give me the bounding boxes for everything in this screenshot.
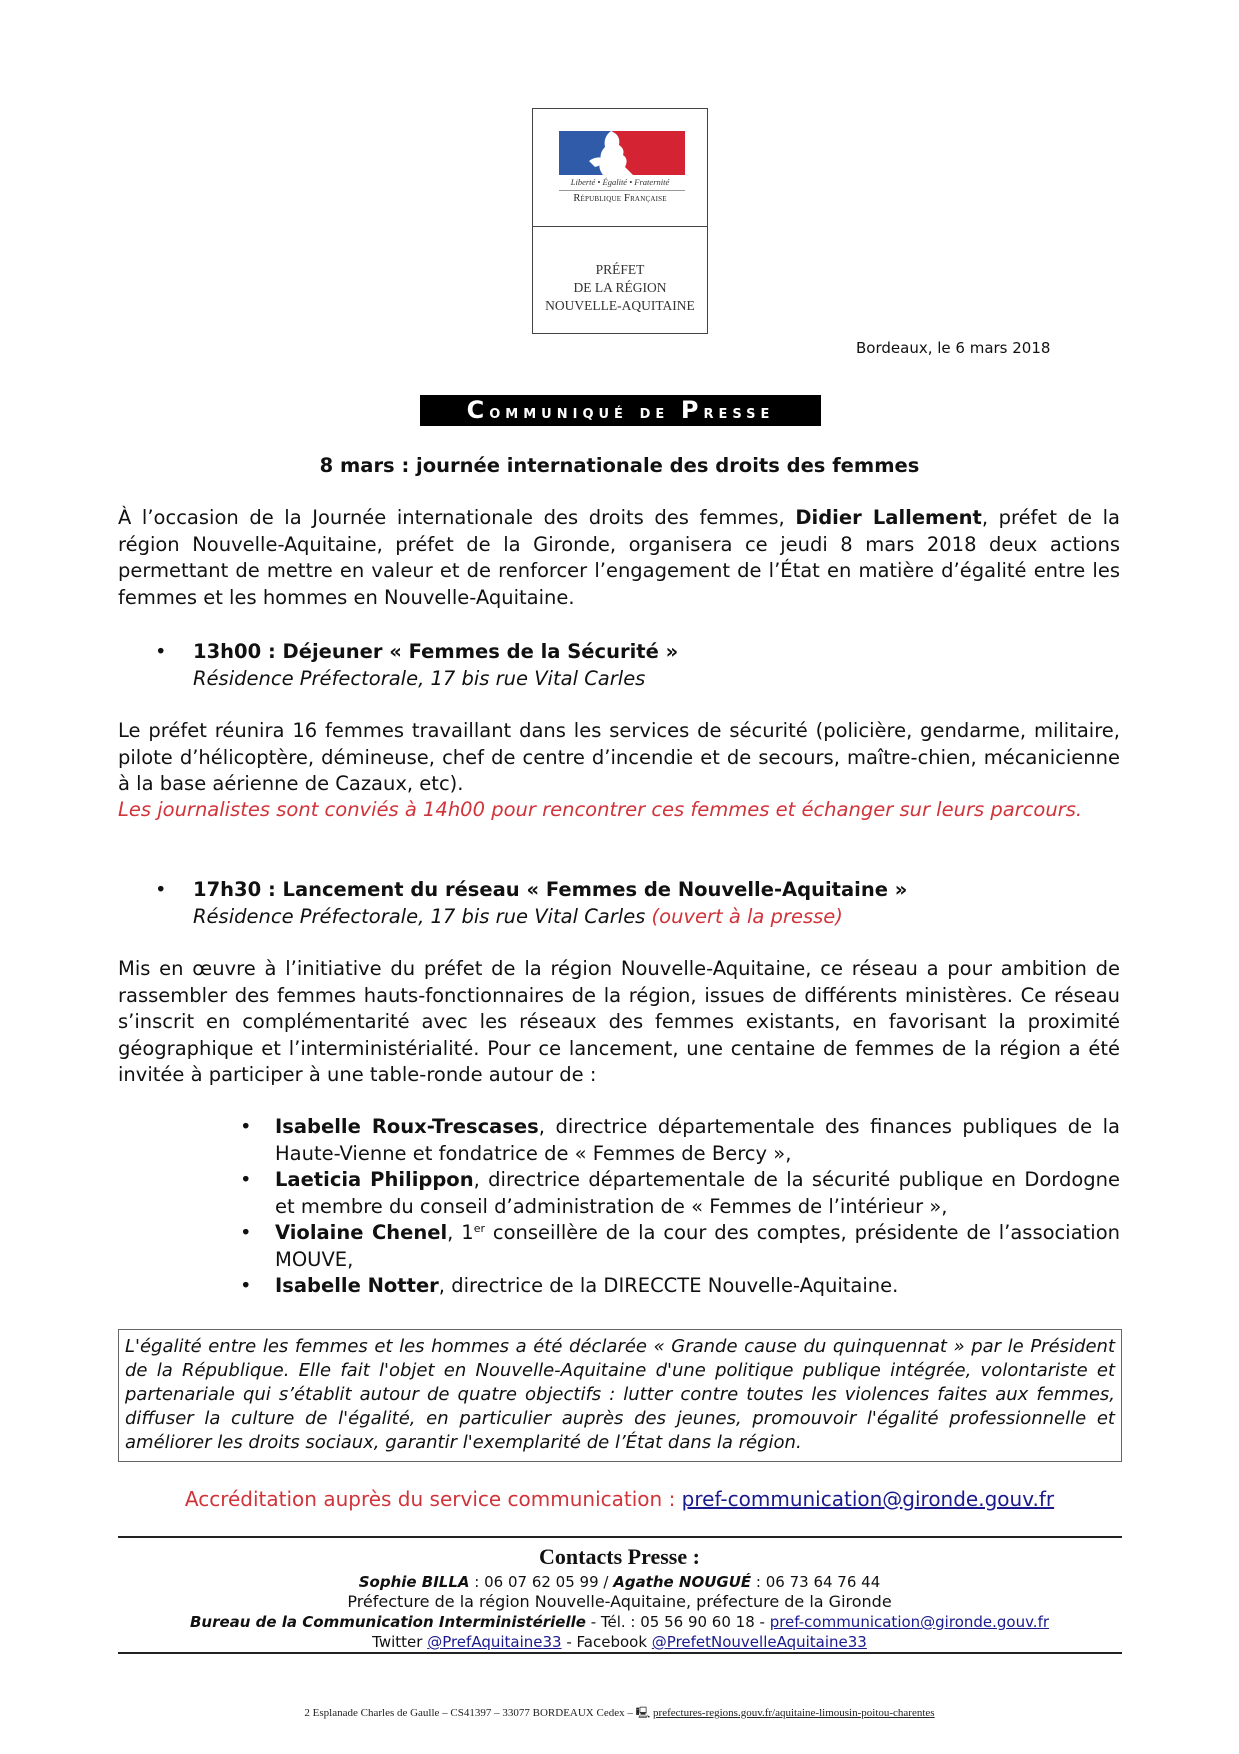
event2-title: 17h30 : Lancement du réseau « Femmes de Nouvelle-Aquitaine » [193,878,908,901]
republique-francaise-logo [532,108,708,334]
facebook-link[interactable]: @PrefetNouvelleAquitaine33 [651,1633,867,1651]
intro-paragraph [118,505,1120,611]
contacts-persons [0,1572,1239,1592]
speaker-name: Isabelle Notter [275,1274,439,1297]
intro-text-1: À l’occasion de la Journée internationale des droits des femmes, [118,506,796,529]
prefet-line-3: NOUVELLE-AQUITAINE [545,298,695,313]
banner-ommunique: ommuniqué [489,401,628,423]
event1-description: Le préfet réunira 16 femmes travaillant dans les services de sécurité (policière, gendarme, militaire, pilote d’hélicoptère, démineuse, chef de centre d’incendie et de secours, maître-chien, mécanicienne à la base aérienne de Cazaux, etc). [118,719,1120,795]
footer-website-link[interactable]: prefectures-regions.gouv.fr/aquitaine-limousin-poitou-charentes [653,1707,935,1719]
marianne-flag-icon [559,131,685,175]
event2-description: Mis en œuvre à l’initiative du préfet de la région Nouvelle-Aquitaine, ce réseau a pour ambition de rassembler des femmes hauts-fonctionnaires de la région, issues de différents ministères. Ce réseau s’inscrit en complémentarité avec les réseaux des femmes existants, en favorisant la proximité géographique et l’interministérialité. Pour ce lancement, une centaine de femmes de la région a été invitée à participer à une table-ronde autour de : [118,957,1120,1086]
contact-person-1: Sophie BILLA [358,1573,470,1591]
logo-prefet-block [533,227,707,333]
bullet-icon: • [240,1168,252,1191]
accreditation-line [0,1487,1239,1511]
bureau-name: Bureau de la Communication Interministérielle [189,1613,586,1631]
speaker-item [240,1273,1120,1300]
intro-text-2: , préfet de la région Nouvelle-Aquitaine, préfet de la Gironde, organisera ce jeudi 8 mars 2018 deux actions permettant de mettre en valeur et de renforcer l’engagement de l’État en matière d’égalité entre les femmes et les hommes en Nouvelle-Aquitaine. [118,506,1120,609]
contacts-social [0,1632,1239,1652]
logo-republique: République Française [573,193,667,204]
contacts-bureau [0,1612,1239,1632]
event1-title: 13h00 : Déjeuner « Femmes de la Sécurité » [193,640,679,663]
event2-press-open: (ouvert à la presse) [651,904,843,928]
footer-address [0,1704,1239,1723]
event1-bullet: • [155,640,167,663]
computer-icon: 🖳 [635,1707,651,1719]
banner-c: C [466,396,490,424]
contacts-top-divider [118,1536,1122,1538]
ordinal-suffix: er [473,1222,485,1235]
event2-location-line [193,904,907,931]
accreditation-email-link[interactable]: pref-communication@gironde.gouv.fr [681,1487,1055,1511]
speaker-name: Laeticia Philippon [275,1168,474,1191]
prefet-line-1: PRÉFET [595,262,645,277]
logo-divider [559,190,685,191]
logo-marianne-block [533,109,707,227]
facebook-label: - Facebook [561,1633,652,1651]
contacts-bottom-divider [118,1652,1122,1654]
contacts-prefecture: Préfecture de la région Nouvelle-Aquitaine, préfecture de la Gironde [347,1592,892,1611]
speaker-role: , directrice départementale des finances publiques de la Haute-Vienne et fondatrice de « Femmes de Bercy », [275,1115,1120,1165]
speakers-list [240,1114,1120,1300]
bullet-icon: • [240,1274,252,1297]
prefet-line-2: DE LA RÉGION [573,280,667,295]
communique-de-presse-banner [420,395,821,426]
document-date: Bordeaux, le 6 mars 2018 [856,339,1051,357]
event1-block [193,639,678,692]
banner-de: de [639,401,670,423]
document-subtitle: 8 mars : journée internationale des droits des femmes [319,454,920,477]
event1-location: Résidence Préfectorale, 17 bis rue Vital Carles [193,666,646,690]
event1-press-note: Les journalistes sont conviés à 14h00 pour rencontrer ces femmes et échanger sur leurs parcours. [118,798,1083,821]
contact-person-2: Agathe NOUGUÉ [613,1573,752,1591]
contact-phone-2: : 06 73 64 76 44 [751,1573,881,1591]
banner-p: P [680,396,704,424]
speaker-role-prefix: , 1 [447,1221,474,1244]
banner-resse: resse [703,401,775,423]
twitter-label: Twitter [372,1633,428,1651]
egalite-note-box: L'égalité entre les femmes et les hommes a été déclarée « Grande cause du quinquennat » par le Président de la République. Elle fait l'objet en Nouvelle-Aquitaine d'une politique publique intégrée, volontariste et partenariale qui s’établit autour de quatre objectifs : lutter contre toutes les violences faites aux femmes, diffuser la culture de l'égalité, en particulier auprès des jeunes, promouvoir l'égalité professionnelle et améliorer les droits sociaux, garantir l'exemplarité de l’État dans la région. [118,1329,1122,1462]
speaker-item [240,1220,1120,1273]
speaker-item [240,1167,1120,1220]
speaker-name: Isabelle Roux-Trescases [275,1115,539,1138]
footer-address-text: 2 Esplanade Charles de Gaulle – CS41397 – 33077 BORDEAUX Cedex – [304,1707,636,1719]
twitter-link[interactable]: @PrefAquitaine33 [427,1633,562,1651]
logo-motto: Liberté • Égalité • Fraternité [570,177,670,187]
bullet-icon: • [240,1115,252,1138]
event2-bullet: • [155,878,167,901]
contact-phone-1: : 06 07 62 05 99 / [469,1573,614,1591]
speaker-role: conseillère de la cour des comptes, présidente de l’association MOUVE, [275,1221,1120,1271]
speaker-role: , directrice départementale de la sécurité publique en Dordogne et membre du conseil d’administration de « Femmes de l’intérieur », [275,1168,1120,1218]
contacts-title: Contacts Presse : [539,1544,700,1569]
prefet-name: Didier Lallement [795,506,982,529]
speaker-name: Violaine Chenel [275,1221,448,1244]
bureau-tel: - Tél. : 05 56 90 60 18 - [585,1613,770,1631]
bullet-icon: • [240,1221,252,1244]
event2-location: Résidence Préfectorale, 17 bis rue Vital Carles [193,904,652,928]
event2-block [193,877,907,930]
bureau-email-link[interactable]: pref-communication@gironde.gouv.fr [769,1613,1050,1631]
speaker-item [240,1114,1120,1167]
accreditation-label: Accréditation auprès du service communication : [184,1487,682,1511]
logo-prefet-text [533,261,707,315]
speaker-role: , directrice de la DIRECCTE Nouvelle-Aquitaine. [438,1274,899,1297]
